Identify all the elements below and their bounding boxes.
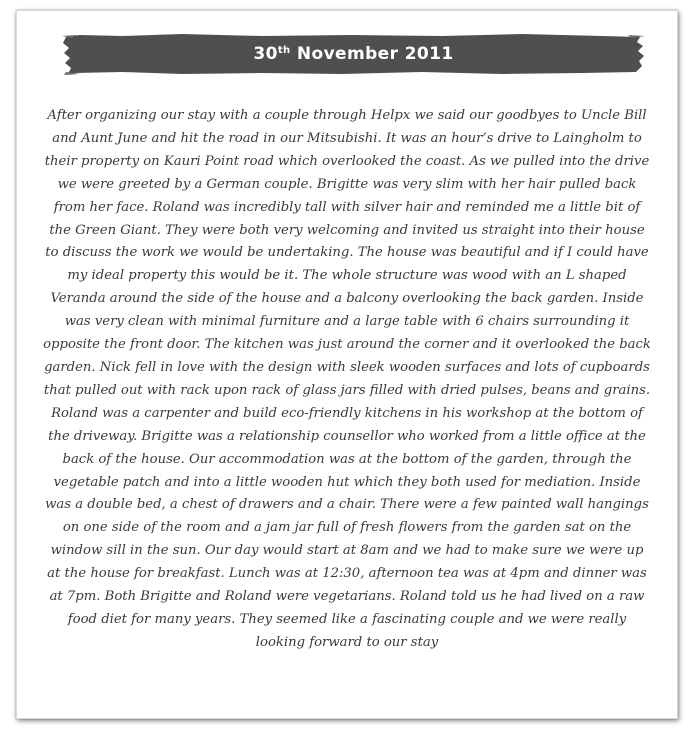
entry-body: After organizing our stay with a couple through Helpx we said our goodbyes to Uncle Bill and Aunt June and hit the road in our Mitsubishi. It was an hour’s drive to Laingholm to their property on Kauri Point road which overlooked the coast. As we pulled into the drive we were greeted by a German couple. Brigitte was very slim with her hair pulled back from her face. Roland was incredibly tall with silver hair and reminded me a little bit of the Green Giant. They were both very welcoming and invited us straight into their house to discuss the work we would be undertaking. The house was beautiful and if I could have my ideal property this would be it. The whole structure was wood with an L shaped Veranda around the side of the house and a balcony overlooking the back garden. Inside was very clean with minimal furniture and a large table with 6 chairs surrounding it opposite the front door. The kitchen was just around the corner and it overlooked the back garden. Nick fell in love with the design with sleek wooden surfaces and lots of cupboards that pulled out with rack upon rack of glass jars filled with dried pulses, beans and grains. Roland was a carpenter and build eco-friendly kitchens in his workshop at the bottom of the driveway. Brigitte was a relationship counsellor who worked from a little office at the back of the house. Our accommodation was at the bottom of the garden, through the vegetable patch and into a little wooden hut which they both used for mediation. Inside was a double bed, a chest of drawers and a chair. There were a few painted wall hangings on one side of the room and a jam jar full of fresh flowers from the garden sat on the window sill in the sun. Our day would start at 8am and we had to make sure we were up at the house for breakfast. Lunch was at 12:30, afternoon tea was at 4pm and dinner was at 7pm. Both Brigitte and Roland were vegetarians. Roland told us he had lived on a raw food diet for many years. They seemed like a fascinating couple and we were really looking forward to our stay	[43, 108, 651, 650]
date-banner	[62, 32, 645, 76]
journal-page	[16, 10, 678, 719]
date-day: 30	[253, 44, 278, 64]
entry-date	[62, 32, 645, 76]
date-month-year: November 2011	[290, 44, 454, 64]
date-suffix: th	[277, 45, 291, 56]
